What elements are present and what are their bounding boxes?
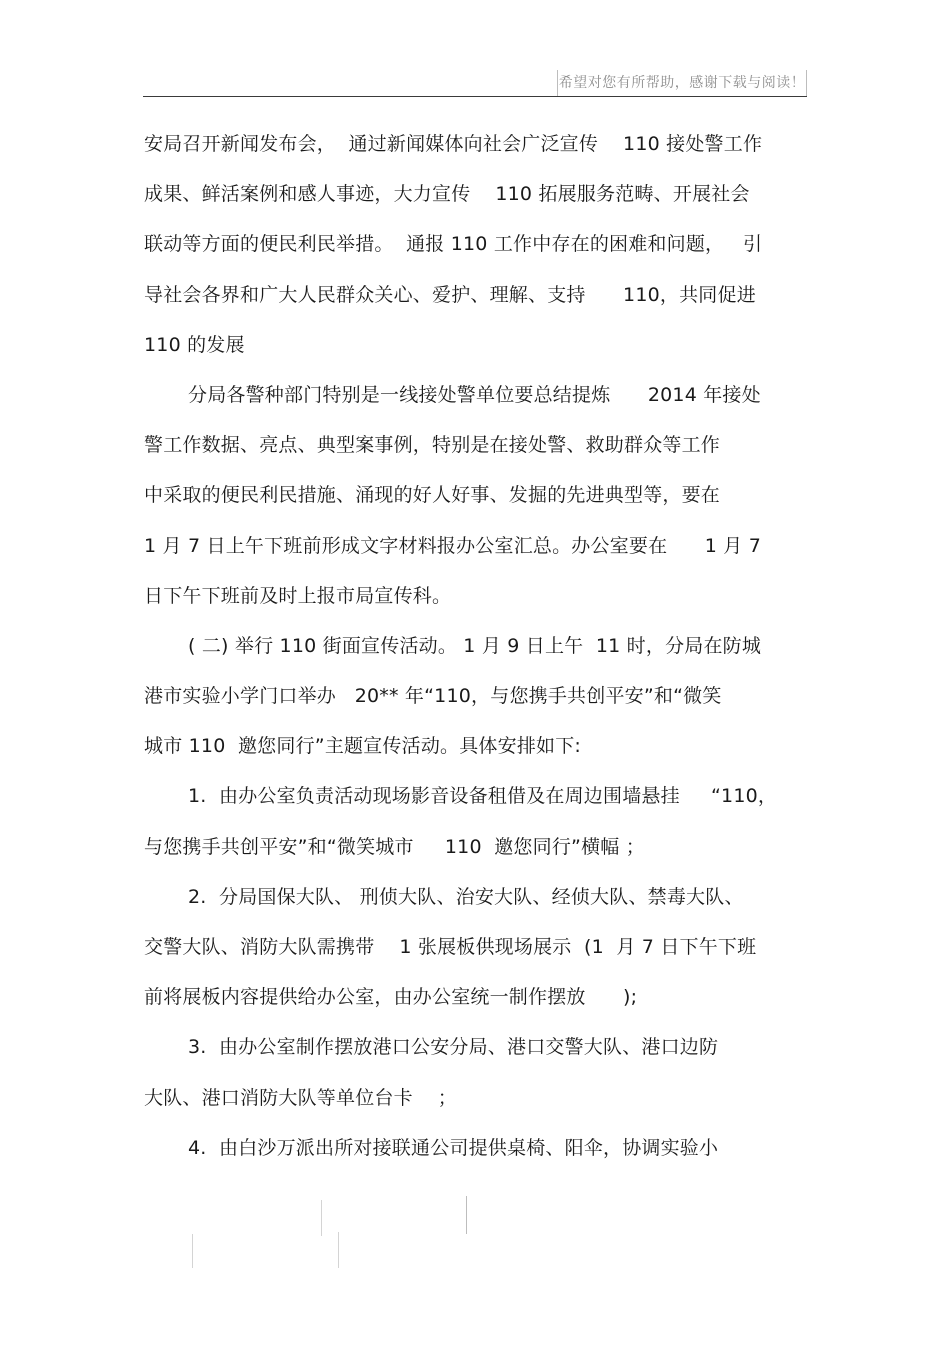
body-line: 交警大队、消防大队需携带 1 张展板供现场展示 (1 月 7 日下午下班 (144, 936, 757, 958)
body-line: 1 月 7 日上午下班前形成文字材料报办公室汇总。办公室要在 1 月 7 (144, 534, 761, 557)
scan-artifact-line (466, 1196, 467, 1234)
body-line: 大队、港口消防大队等单位台卡 ； (144, 1086, 457, 1109)
body-line: 警工作数据、亮点、典型案事例，特别是在接处警、救助群众等工作 (144, 434, 721, 457)
scan-artifact-line (321, 1200, 322, 1236)
header-divider (143, 96, 807, 97)
header-note: 希望对您有所帮助，感谢下载与阅读！ (557, 70, 807, 96)
body-line: 3. 由办公室制作摆放港口公安分局、港口交警大队、港口边防 (188, 1036, 719, 1059)
body-line: 联动等方面的便民利民举措。 通报 110 工作中存在的困难和问题， 引 (144, 233, 763, 256)
body-line: 与您携手共创平安”和“微笑城市 110 邀您同行”横幅 ； (144, 835, 645, 858)
body-line: 城市 110 邀您同行”主题宣传活动。具体安排如下: (144, 735, 582, 758)
body-line: 成果、鲜活案例和感人事迹，大力宣传 110 拓展服务范畴、开展社会 (144, 183, 750, 206)
body-line: 110 的发展 (144, 333, 245, 356)
body-line: 港市实验小学门口举办 20** 年“110，与您携手共创平安”和“微笑 (144, 685, 722, 708)
body-line: ( 二) 举行 110 街面宣传活动。 1 月 9 日上午 11 时，分局在防城 (188, 634, 762, 657)
body-line: 导社会各界和广大人民群众关心、爱护、理解、支持 110，共同促进 (144, 283, 756, 306)
body-line: 中采取的便民利民措施、涌现的好人好事、发掘的先进典型等，要在 (144, 484, 721, 507)
body-line: 4. 由白沙万派出所对接联通公司提供桌椅、阳伞，协调实验小 (188, 1136, 719, 1159)
document-body (144, 119, 824, 1173)
body-line: 2. 分局国保大队、 刑侦大队、治安大队、经侦大队、禁毒大队、 (188, 885, 744, 908)
body-line: 前将展板内容提供给办公室，由办公室统一制作摆放 ); (144, 986, 638, 1009)
body-line: 日下午下班前及时上报市局宣传科。 (144, 584, 452, 607)
scan-artifact-line (192, 1234, 193, 1268)
body-line: 1. 由办公室负责活动现场影音设备租借及在周边围墙悬挂 “110， (188, 785, 778, 808)
scan-artifact-line (338, 1232, 339, 1268)
body-line: 分局各警种部门特别是一线接处警单位要总结提炼 2014 年接处 (188, 383, 761, 406)
body-line: 安局召开新闻发布会， 通过新闻媒体向社会广泛宣传 110 接处警工作 (144, 133, 763, 155)
